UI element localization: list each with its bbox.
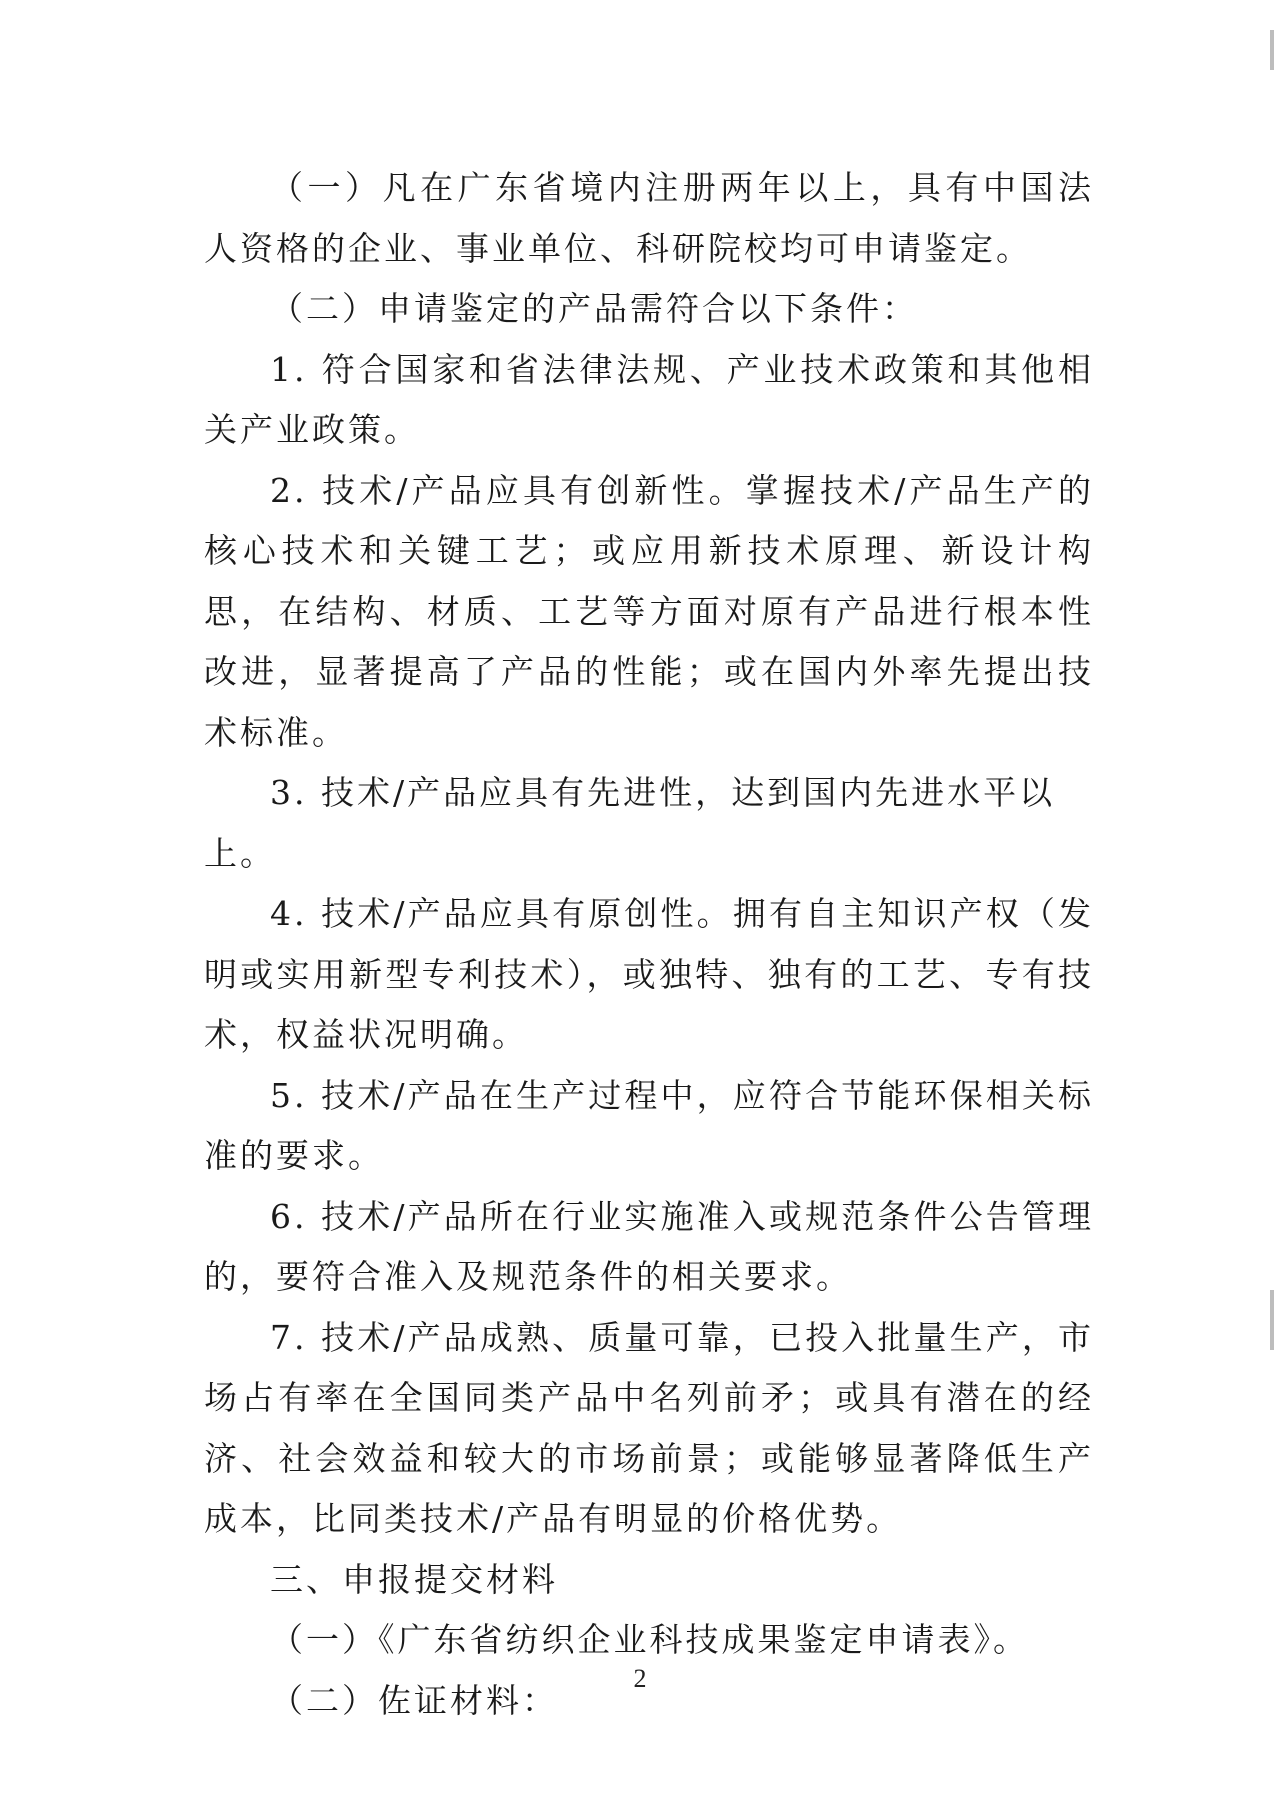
document-body: [204, 158, 1094, 1731]
scan-edge-mark: [1270, 30, 1274, 70]
paragraph-condition-7: 7. 技术/产品成熟、质量可靠，已投入批量生产，市场占有率在全国同类产品中名列前矛；或具有潜在的经济、社会效益和较大的市场前景；或能够显著降低生产成本，比同类技术/产品有明显的价格优势。: [204, 1317, 1094, 1538]
paragraph-supporting-materials: （二）佐证材料：: [270, 1680, 558, 1720]
paragraph-condition-1: 1. 符合国家和省法律法规、产业技术政策和其他相关产业政策。: [204, 349, 1094, 449]
paragraph-condition-5: 5. 技术/产品在生产过程中，应符合节能环保相关标准的要求。: [204, 1075, 1094, 1175]
paragraph-condition-3: 3. 技术/产品应具有先进性，达到国内先进水平以上。: [204, 773, 1056, 873]
paragraph-product-conditions-heading: （二）申请鉴定的产品需符合以下条件：: [270, 289, 918, 328]
section-heading-materials: 三、申报提交材料: [270, 1559, 558, 1599]
paragraph-application-form: （一）《广东省纺织企业科技成果鉴定申请表》。: [270, 1620, 1029, 1659]
scan-edge-mark: [1270, 1290, 1274, 1350]
paragraph-condition-4: 4. 技术/产品应具有原创性。拥有自主知识产权（发明或实用新型专利技术），或独特、独有的工艺、专有技术，权益状况明确。: [204, 894, 1094, 1054]
paragraph-condition-6: 6. 技术/产品所在行业实施准入或规范条件公告管理的，要符合准入及规范条件的相关要求。: [204, 1196, 1094, 1296]
page-number: 2: [633, 1664, 647, 1693]
paragraph-condition-2: 2. 技术/产品应具有创新性。掌握技术/产品生产的核心技术和关键工艺；或应用新技术原理、新设计构思，在结构、材质、工艺等方面对原有产品进行根本性改进，显著提高了产品的性能；或在国内外率先提出技术标准。: [204, 470, 1094, 752]
paragraph-eligibility: （一）凡在广东省境内注册两年以上，具有中国法人资格的企业、事业单位、科研院校均可申请鉴定。: [204, 168, 1094, 268]
